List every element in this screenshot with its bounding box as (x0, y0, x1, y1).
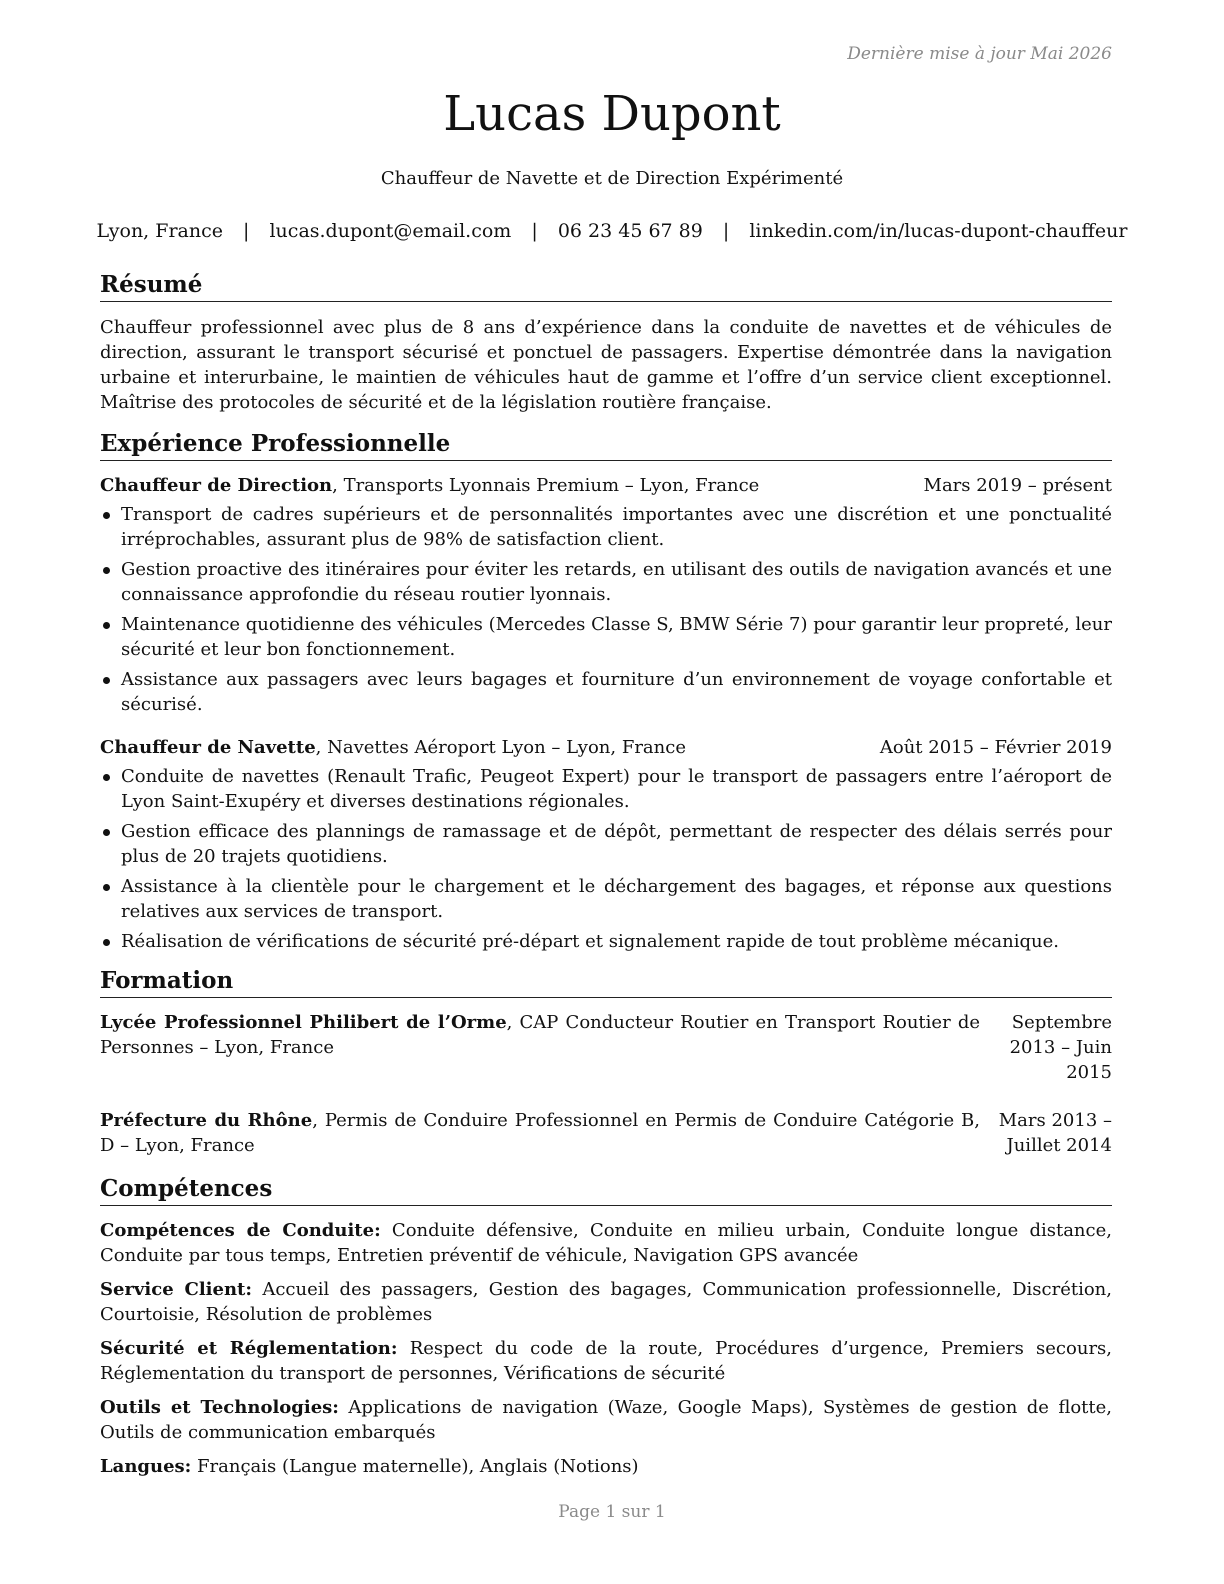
job-bullets (100, 502, 1112, 717)
contact-linkedin[interactable]: linkedin.com/in/lucas-dupont-chauffeur (749, 220, 1128, 242)
list-item: Réalisation de vérifications de sécurité pré-départ et signalement rapide de tout problème mécanique. (100, 929, 1112, 954)
skill-label: Sécurité et Réglementation: (100, 1338, 398, 1359)
job-dates: Mars 2019 – présent (923, 475, 1112, 496)
education-school: Lycée Professionnel Philibert de l’Orme (100, 1012, 507, 1033)
job-title-line (100, 735, 686, 760)
job-entry (100, 735, 1112, 954)
contact-line (0, 220, 1224, 242)
list-item: Transport de cadres supérieurs et de personnalités importantes avec une discrétion et une ponctualité irréprochables, assurant plus de 98% de satisfaction client. (100, 502, 1112, 552)
list-item: Assistance aux passagers avec leurs bagages et fourniture d’un environnement de voyage confortable et sécurisé. (100, 667, 1112, 717)
skill-text: Français (Langue maternelle), Anglais (Notions) (191, 1456, 639, 1477)
skill-row (100, 1277, 1112, 1327)
job-entry (100, 473, 1112, 717)
section-title-skills: Compétences (100, 1174, 1112, 1206)
list-item: Assistance à la clientèle pour le chargement et le déchargement des bagages, et réponse aux questions relatives aux services de transport. (100, 874, 1112, 924)
candidate-name: Lucas Dupont (443, 86, 781, 142)
list-item: Gestion proactive des itinéraires pour éviter les retards, en utilisant des outils de navigation avancés et une connaissance approfondie du réseau routier lyonnais. (100, 557, 1112, 607)
section-title-education: Formation (100, 966, 1112, 998)
list-item: Conduite de navettes (Renault Trafic, Peugeot Expert) pour le transport de passagers entre l’aéroport de Lyon Saint-Exupéry et diverses destinations régionales. (100, 764, 1112, 814)
contact-separator: | (722, 220, 730, 242)
job-bullets (100, 764, 1112, 954)
job-company: , Transports Lyonnais Premium – Lyon, France (332, 475, 760, 496)
list-item: Maintenance quotidienne des véhicules (Mercedes Classe S, BMW Série 7) pour garantir leur propreté, leur sécurité et leur bon fonctionnement. (100, 612, 1112, 662)
list-item: Gestion efficace des plannings de ramassage et de dépôt, permettant de respecter des délais serrés pour plus de 20 trajets quotidiens. (100, 819, 1112, 869)
contact-email[interactable]: lucas.dupont@email.com (269, 220, 512, 242)
experience-section (100, 429, 1112, 954)
education-dates: Mars 2013 – Juillet 2014 (998, 1110, 1112, 1156)
page-number: Page 1 sur 1 (558, 1502, 666, 1522)
skill-label: Langues: (100, 1456, 192, 1477)
contact-location: Lyon, France (96, 220, 223, 242)
skills-section (100, 1174, 1112, 1479)
skill-text: Conduite défensive, Conduite en milieu urbain, Conduite longue distance, Conduite par tous temps, Entretien préventif de véhicule, Navigation GPS avancée (100, 1220, 1112, 1266)
job-dates: Août 2015 – Février 2019 (879, 737, 1112, 758)
education-entry (100, 1108, 1112, 1158)
skill-label: Compétences de Conduite: (100, 1220, 381, 1241)
summary-text: Chauffeur professionnel avec plus de 8 ans d’expérience dans la conduite de navettes et de véhicules de direction, assurant le transport sécurisé et ponctuel de passagers. Expertise démontrée dans la navigation urbaine et interurbaine, le maintien de véhicules haut de gamme et l’offre d’un service client exceptionnel. Maîtrise des protocoles de sécurité et de la législation routière française. (100, 317, 1112, 413)
section-title-summary: Résumé (100, 270, 1112, 302)
job-header (100, 735, 1112, 760)
education-program: , Permis de Conduire Professionnel en Permis de Conduire Catégorie B, D – Lyon, France (100, 1110, 980, 1156)
job-role: Chauffeur de Navette (100, 737, 316, 758)
last-updated: Dernière mise à jour Mai 2026 (847, 44, 1112, 64)
job-role: Chauffeur de Direction (100, 475, 333, 496)
section-title-experience: Expérience Professionnelle (100, 429, 1112, 461)
education-program: , CAP Conducteur Routier en Transport Routier de Personnes – Lyon, France (100, 1012, 981, 1058)
skill-row (100, 1454, 1112, 1479)
summary-section (100, 270, 1112, 415)
skill-row (100, 1395, 1112, 1445)
job-subtitle: Chauffeur de Navette et de Direction Expérimenté (380, 168, 844, 189)
education-dates: Septembre 2013 – Juin 2015 (1009, 1012, 1112, 1083)
contact-phone[interactable]: 06 23 45 67 89 (557, 220, 703, 242)
education-detail (100, 1108, 980, 1158)
skill-text: Accueil des passagers, Gestion des bagages, Communication professionnelle, Discrétion, Courtoisie, Résolution de problèmes (100, 1279, 1112, 1325)
skills-list (100, 1218, 1112, 1479)
skill-label: Outils et Technologies: (100, 1397, 339, 1418)
education-section (100, 966, 1112, 1158)
contact-separator: | (243, 220, 250, 242)
education-detail (100, 1010, 980, 1085)
job-header (100, 473, 1112, 498)
resume-body (100, 270, 1112, 1488)
skill-row (100, 1336, 1112, 1386)
education-entry (100, 1010, 1112, 1085)
education-school: Préfecture du Rhône (100, 1110, 313, 1131)
job-company: , Navettes Aéroport Lyon – Lyon, France (315, 737, 686, 758)
skill-row (100, 1218, 1112, 1268)
job-title-line (100, 473, 759, 498)
skill-text: Applications de navigation (Waze, Google Maps), Systèmes de gestion de flotte, Outils de communication embarqués (100, 1397, 1112, 1443)
skill-text: Respect du code de la route, Procédures d’urgence, Premiers secours, Réglementation du transport de personnes, Vérifications de sécurité (100, 1338, 1113, 1384)
skill-label: Service Client: (100, 1279, 253, 1300)
contact-separator: | (531, 220, 538, 242)
